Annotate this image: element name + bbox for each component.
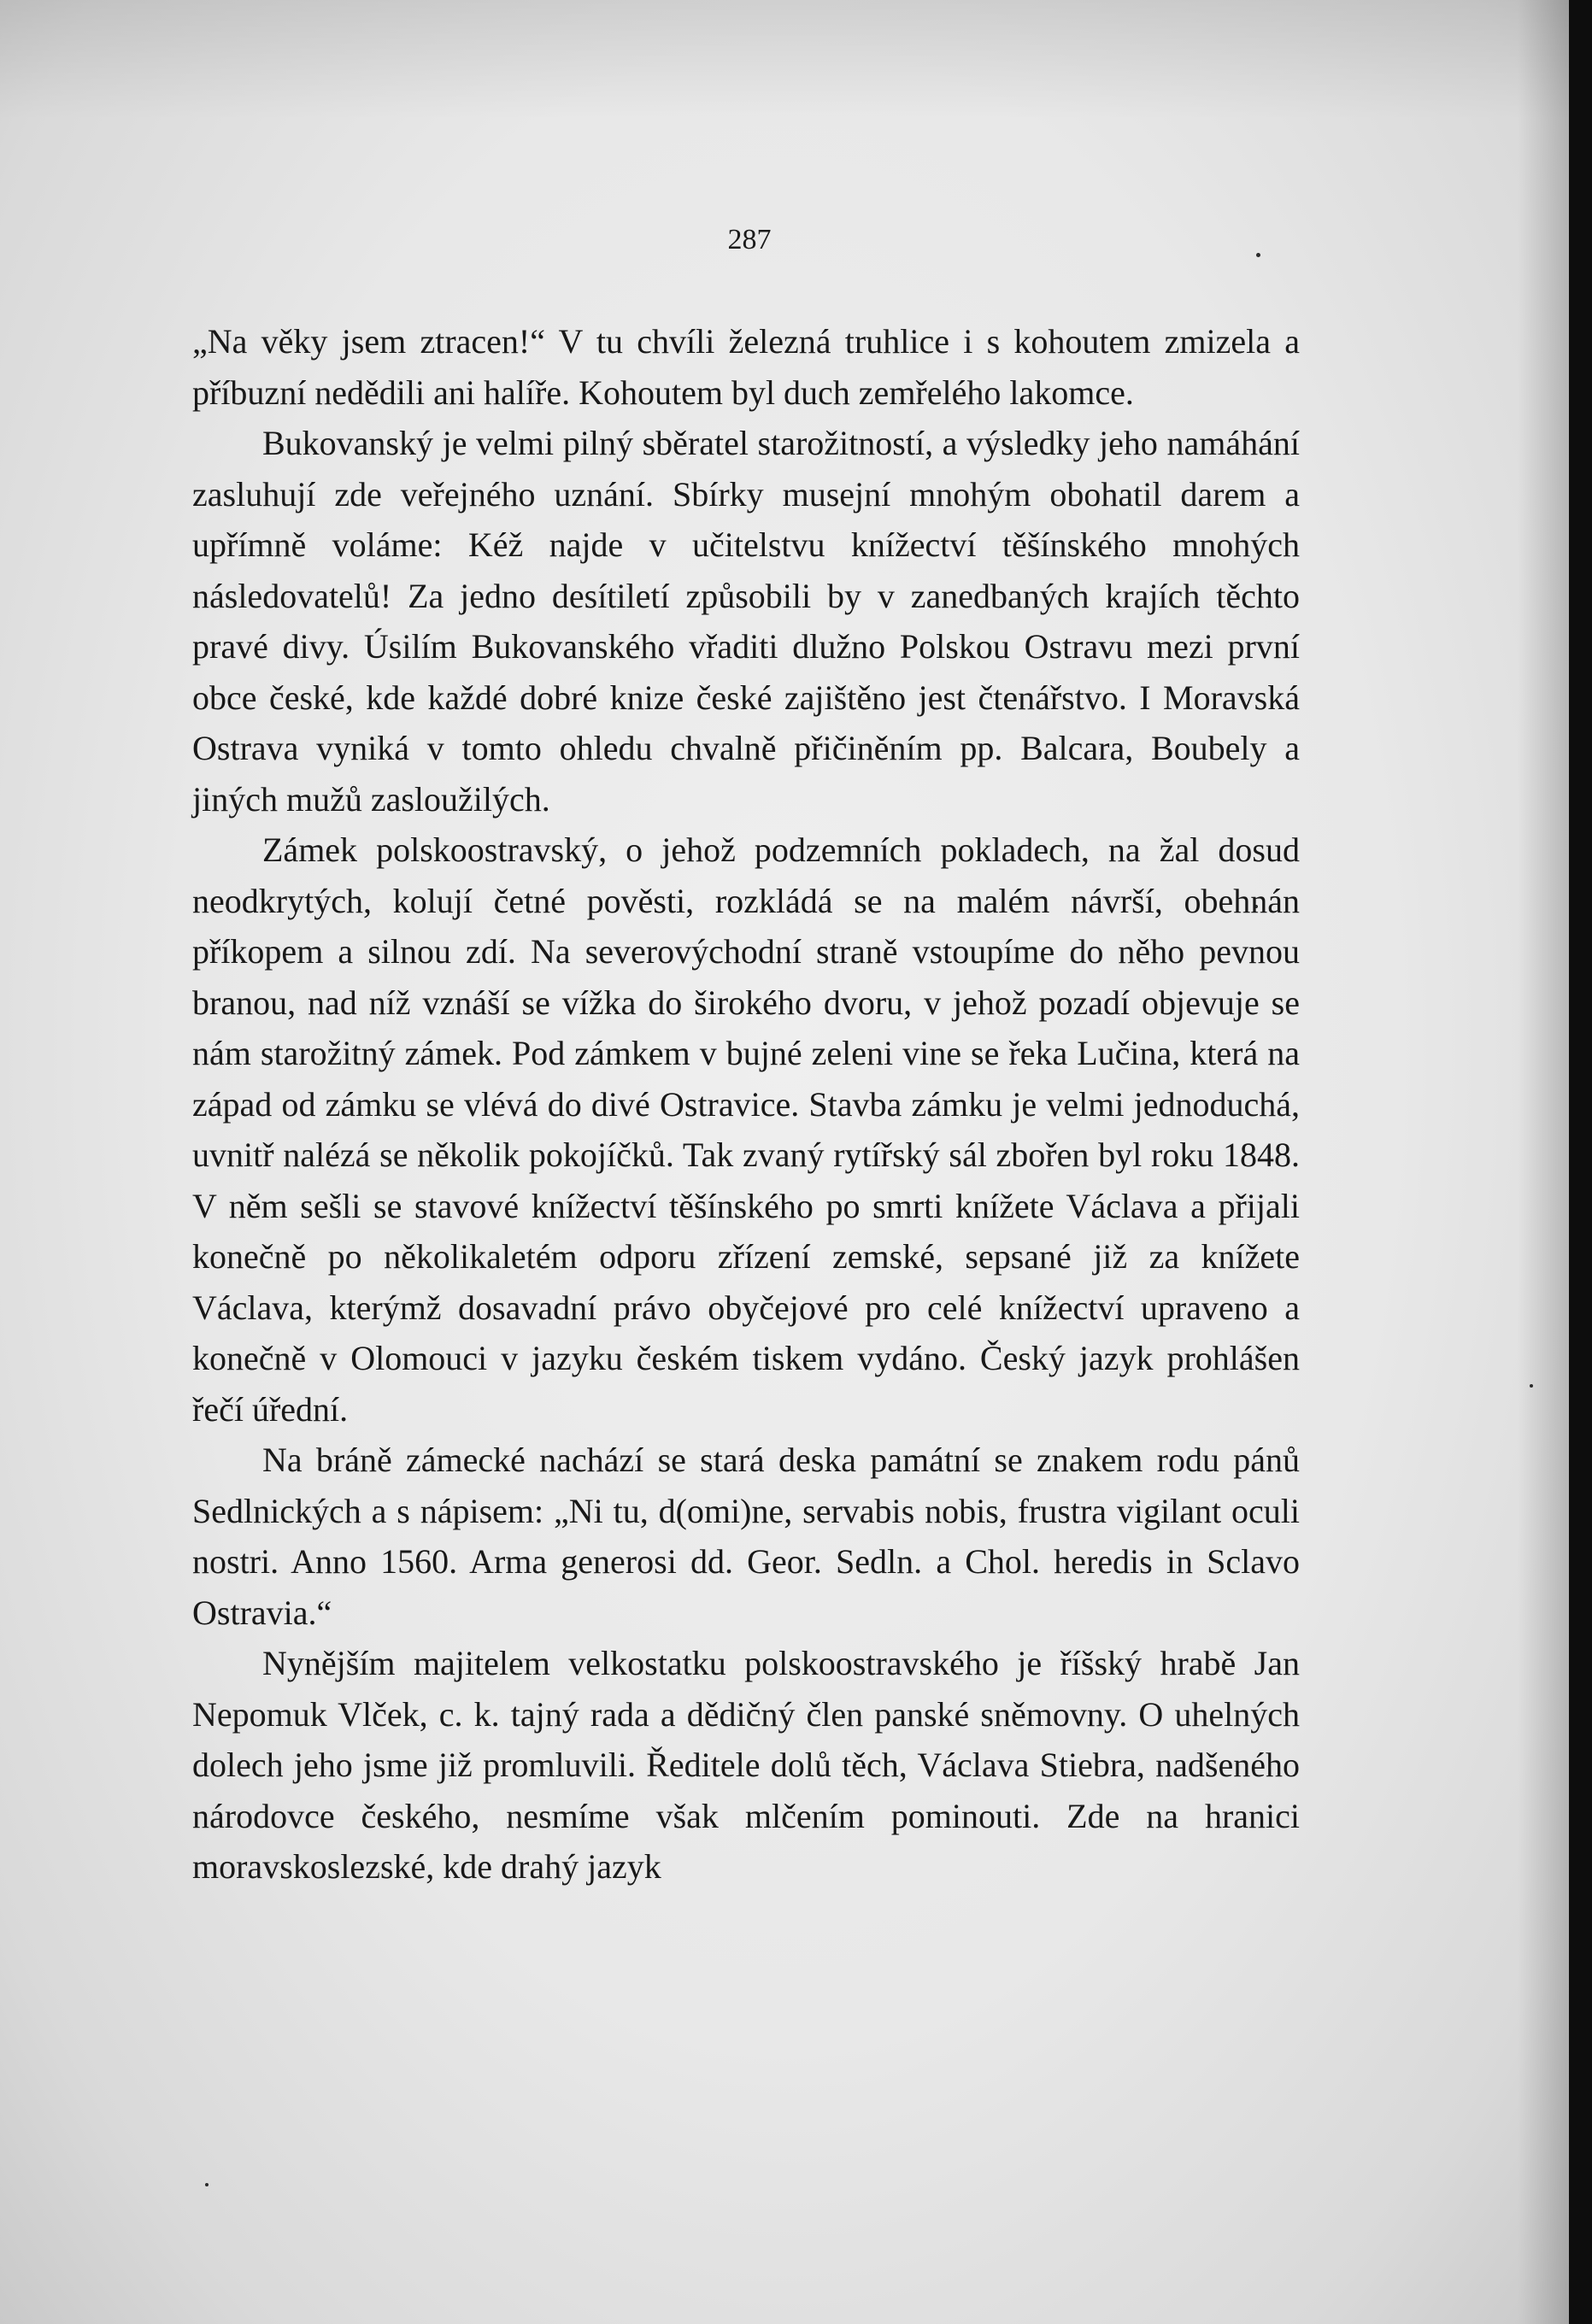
body-text [192,316,1300,1893]
print-speck [1256,253,1260,257]
paragraph-2: Bukovanský je velmi pilný sběratel starožitností, a výsledky jeho namáhání zasluhují zde veřejného uznání. Sbírky musejní mnohým obohatil darem a upřímně voláme: Kéž najde v učitelstvu knížectví těšínského mnohých následovatelů! Za jedno desítiletí způsobili by v zanedbaných krajích těchto pravé divy. Úsilím Bukovanského vřaditi dlužno Polskou Ostravu mezi první obce české, kde každé dobré knize české zajištěno jest čtenářstvo. I Moravská Ostrava vyniká v tomto ohledu chvalně přičiněním pp. Balcara, Boubely a jiných mužů zasloužilých. [192,424,1300,819]
page-top-shadow [0,0,1569,120]
paragraph-5: Nynějším majitelem velkostatku polskoostravského je říšský hrabě Jan Nepomuk Vlček, c. k. tajný rada a dědičný člen panské sněmovny. O uhelných dolech jeho jsme již promluvili. Ředitele dolů těch, Václava Stiebra, nadšeného národovce českého, nesmíme však mlčením pominouti. Zde na hranici moravskoslezské, kde drahý jazyk [192,1644,1300,1886]
paragraph-4: Na bráně zámecké nachází se stará deska památní se znakem rodu pánů Sedlnických a s nápisem: „Ni tu, d(omi)ne, servabis nobis, frustra vigilant oculi nostri. Anno 1560. Arma generosi dd. Geor. Sedln. a Chol. heredis in Sclavo Ostravia.“ [192,1441,1300,1632]
page-number: 287 [727,224,772,255]
page-edge-shadow [1518,0,1569,2324]
paragraph-1: „Na věky jsem ztracen!“ V tu chvíli železná truhlice i s kohoutem zmizela a příbuzní nedědili ani halíře. Kohoutem byl duch zemřelého lakomce. [192,322,1300,412]
print-speck [205,2183,209,2186]
print-speck [1530,1384,1533,1388]
paragraph-3: Zámek polskoostravský, o jehož podzemních pokladech, na žal dosud neodkrytých, kolují četné pověsti, rozkládá se na malém návrší, obehnán příkopem a silnou zdí. Na severovýchodní straně vstoupíme do něho pevnou branou, nad níž vznáší se vížka do širokého dvoru, v jehož pozadí objevuje se nám starožitný zámek. Pod zámkem v bujné zeleni vine se řeka Lučina, která na západ od zámku se vlévá do divé Ostravice. Stavba zámku je velmi jednoduchá, uvnitř nalézá se několik pokojíčků. Tak zvaný rytířský sál zbořen byl roku 1848. V něm sešli se stavové knížectví těšínského po smrti knížete Václava a přijali konečně po několikaletém odporu zřízení zemské, sepsané již za knížete Václava, kterýmž dosavadní právo obyčejové pro celé knížectví upraveno a konečně v Olomouci v jazyku českém tiskem vydáno. Český jazyk prohlášen řečí úřední. [192,830,1300,1429]
